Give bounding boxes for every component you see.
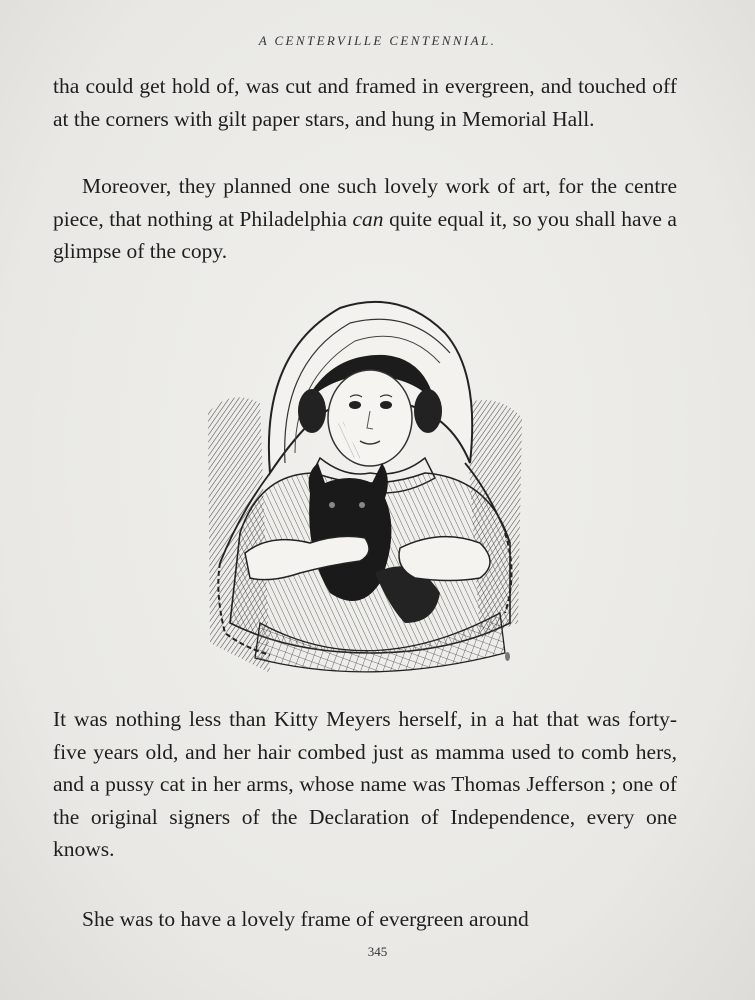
paragraph-2-emphasis: can xyxy=(352,206,384,231)
paragraph-4: She was to have a lovely frame of evergreen around xyxy=(82,907,529,931)
paragraph-2-text-b: quite equal it, so you shall have a glimpse of the copy. xyxy=(53,206,677,263)
engraving-girl-with-cat xyxy=(200,293,530,673)
running-head: A CENTERVILLE CENTENNIAL. xyxy=(258,33,497,48)
paragraph-2-text-a: Moreover, they planned one such lovely work of art, for the centre piece, that nothing at Philadelphia xyxy=(53,174,677,231)
paragraph-1: tha could get hold of, was cut and framed in evergreen, and touched off at the corners with gilt paper stars, and hung in Memorial Hall. xyxy=(53,74,677,131)
paragraph-3: It was nothing less than Kitty Meyers herself, in a hat that was forty-five years old, and her hair combed just as mamma used to comb hers, and a pussy cat in her arms, whose name was Thomas Jefferson ; one of the original signers of the Declaration of Independence, every one knows. xyxy=(53,707,677,861)
paragraph-2 xyxy=(53,170,677,268)
page-number: 345 xyxy=(367,944,388,959)
print-speck xyxy=(505,652,510,661)
